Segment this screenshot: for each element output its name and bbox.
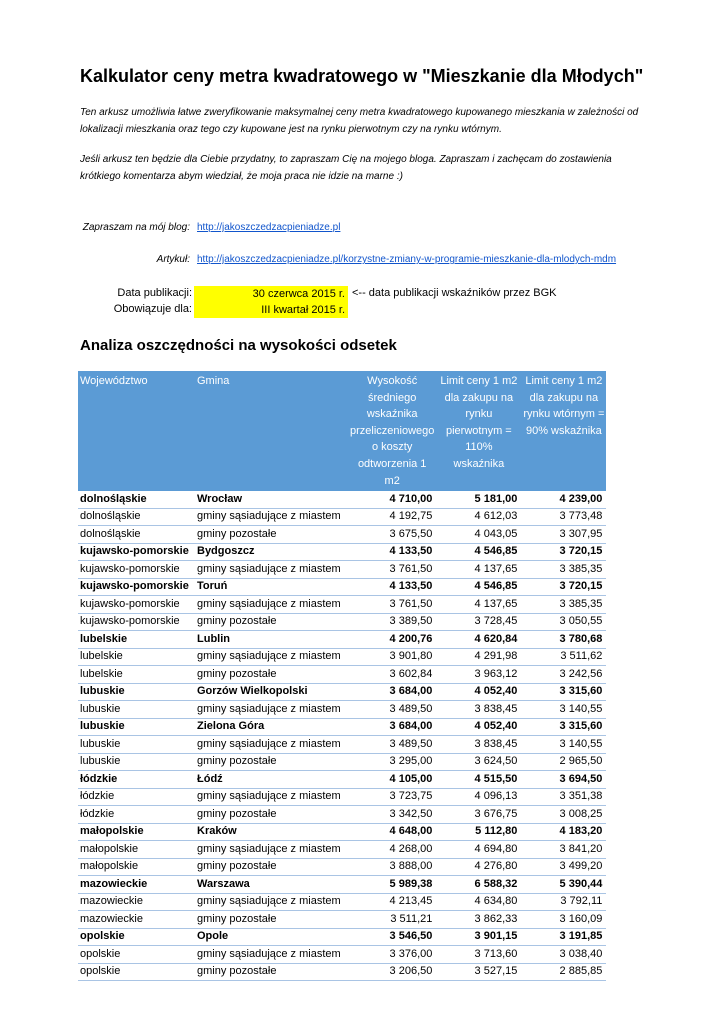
voivodeship-cell: lubuskie <box>78 718 195 736</box>
header-primary-market-limit: Limit ceny 1 m2 dla zakupu na rynku pierwotnym = 110% wskaźnika <box>436 371 521 491</box>
municipality-cell: gminy sąsiadujące z miastem <box>195 701 348 719</box>
secondary-limit-cell: 3 780,68 <box>521 631 606 649</box>
indicator-cell: 3 342,50 <box>348 806 436 824</box>
secondary-limit-cell: 3 841,20 <box>521 841 606 859</box>
indicator-cell: 3 684,00 <box>348 683 436 701</box>
municipality-cell: gminy pozostałe <box>195 858 348 876</box>
municipality-cell: Toruń <box>195 578 348 596</box>
secondary-limit-cell: 2 885,85 <box>521 963 606 981</box>
voivodeship-cell: kujawsko-pomorskie <box>78 613 195 631</box>
secondary-limit-cell: 3 140,55 <box>521 701 606 719</box>
voivodeship-cell: dolnośląskie <box>78 508 195 526</box>
municipality-cell: gminy pozostałe <box>195 911 348 929</box>
primary-limit-cell: 3 713,60 <box>436 946 521 964</box>
table-row <box>78 561 606 579</box>
indicator-cell: 3 761,50 <box>348 561 436 579</box>
municipality-cell: Kraków <box>195 823 348 841</box>
voivodeship-cell: lubuskie <box>78 753 195 771</box>
voivodeship-cell: lubelskie <box>78 648 195 666</box>
table-row <box>78 491 606 508</box>
secondary-limit-cell: 3 792,11 <box>521 893 606 911</box>
voivodeship-cell: mazowieckie <box>78 893 195 911</box>
page-title: Kalkulator ceny metra kwadratowego w "Mieszkanie dla Młodych" <box>80 66 644 86</box>
secondary-limit-cell: 3 720,15 <box>521 578 606 596</box>
voivodeship-cell: kujawsko-pomorskie <box>78 543 195 561</box>
voivodeship-cell: kujawsko-pomorskie <box>78 578 195 596</box>
voivodeship-cell: małopolskie <box>78 823 195 841</box>
voivodeship-cell: lubelskie <box>78 666 195 684</box>
table-row <box>78 876 606 894</box>
indicator-cell: 4 200,76 <box>348 631 436 649</box>
voivodeship-cell: opolskie <box>78 946 195 964</box>
municipality-cell: Wrocław <box>195 491 348 508</box>
table-row <box>78 753 606 771</box>
primary-limit-cell: 3 838,45 <box>436 701 521 719</box>
primary-limit-cell: 4 291,98 <box>436 648 521 666</box>
municipality-cell: gminy sąsiadujące z miastem <box>195 561 348 579</box>
voivodeship-cell: małopolskie <box>78 841 195 859</box>
secondary-limit-cell: 3 385,35 <box>521 596 606 614</box>
secondary-limit-cell: 3 720,15 <box>521 543 606 561</box>
municipality-cell: Opole <box>195 928 348 946</box>
secondary-limit-cell: 3 140,55 <box>521 736 606 754</box>
municipality-cell: gminy pozostałe <box>195 963 348 981</box>
table-row <box>78 788 606 806</box>
voivodeship-cell: lubuskie <box>78 736 195 754</box>
secondary-limit-cell: 3 307,95 <box>521 526 606 544</box>
secondary-limit-cell: 2 965,50 <box>521 753 606 771</box>
indicator-cell: 4 268,00 <box>348 841 436 859</box>
primary-limit-cell: 3 676,75 <box>436 806 521 824</box>
indicator-cell: 4 105,00 <box>348 771 436 789</box>
municipality-cell: gminy pozostałe <box>195 666 348 684</box>
secondary-limit-cell: 3 351,38 <box>521 788 606 806</box>
table-row <box>78 631 606 649</box>
article-link[interactable]: http://jakoszczedzacpieniadze.pl/korzystne-zmiany-w-programie-mieszkanie-dla-mlodych-mdm <box>197 254 617 265</box>
voivodeship-cell: mazowieckie <box>78 911 195 929</box>
section-title: Analiza oszczędności na wysokości odsetek <box>80 337 397 354</box>
secondary-limit-cell: 3 315,60 <box>521 683 606 701</box>
secondary-limit-cell: 4 239,00 <box>521 491 606 508</box>
primary-limit-cell: 3 963,12 <box>436 666 521 684</box>
table-row <box>78 911 606 929</box>
voivodeship-cell: dolnośląskie <box>78 491 195 508</box>
table-row <box>78 701 606 719</box>
primary-limit-cell: 4 515,50 <box>436 771 521 789</box>
indicator-cell: 3 489,50 <box>348 701 436 719</box>
primary-limit-cell: 3 862,33 <box>436 911 521 929</box>
primary-limit-cell: 4 634,80 <box>436 893 521 911</box>
indicator-cell: 3 546,50 <box>348 928 436 946</box>
primary-limit-cell: 3 901,15 <box>436 928 521 946</box>
secondary-limit-cell: 3 511,62 <box>521 648 606 666</box>
table-row <box>78 823 606 841</box>
indicator-cell: 3 901,80 <box>348 648 436 666</box>
indicator-cell: 4 133,50 <box>348 578 436 596</box>
secondary-limit-cell: 3 038,40 <box>521 946 606 964</box>
primary-limit-cell: 4 052,40 <box>436 683 521 701</box>
primary-limit-cell: 4 694,80 <box>436 841 521 859</box>
indicator-cell: 3 489,50 <box>348 736 436 754</box>
secondary-limit-cell: 3 191,85 <box>521 928 606 946</box>
secondary-limit-cell: 3 499,20 <box>521 858 606 876</box>
table-row <box>78 526 606 544</box>
table-header-row <box>78 371 606 491</box>
table-row <box>78 718 606 736</box>
secondary-limit-cell: 4 183,20 <box>521 823 606 841</box>
indicator-cell: 3 602,84 <box>348 666 436 684</box>
primary-limit-cell: 3 838,45 <box>436 736 521 754</box>
publication-date-label: Data publikacji: <box>117 287 192 299</box>
primary-limit-cell: 4 137,65 <box>436 596 521 614</box>
municipality-cell: gminy pozostałe <box>195 526 348 544</box>
municipality-cell: gminy sąsiadujące z miastem <box>195 508 348 526</box>
publication-date-value: 30 czerwca 2015 r. <box>194 286 348 302</box>
municipality-cell: Lublin <box>195 631 348 649</box>
municipality-cell: gminy sąsiadujące z miastem <box>195 841 348 859</box>
voivodeship-cell: małopolskie <box>78 858 195 876</box>
municipality-cell: Warszawa <box>195 876 348 894</box>
indicator-cell: 4 648,00 <box>348 823 436 841</box>
voivodeship-cell: łódzkie <box>78 788 195 806</box>
municipality-cell: gminy sąsiadujące z miastem <box>195 788 348 806</box>
voivodeship-cell: lubuskie <box>78 701 195 719</box>
indicator-cell: 3 684,00 <box>348 718 436 736</box>
primary-limit-cell: 4 546,85 <box>436 578 521 596</box>
municipality-cell: gminy sąsiadujące z miastem <box>195 736 348 754</box>
primary-limit-cell: 5 181,00 <box>436 491 521 508</box>
indicator-cell: 3 723,75 <box>348 788 436 806</box>
indicator-cell: 3 675,50 <box>348 526 436 544</box>
header-municipality: Gmina <box>195 371 348 491</box>
table-row <box>78 543 606 561</box>
primary-limit-cell: 5 112,80 <box>436 823 521 841</box>
table-row <box>78 928 606 946</box>
municipality-cell: gminy pozostałe <box>195 806 348 824</box>
publication-date-note: <-- data publikacji wskaźników przez BGK <box>352 287 557 299</box>
primary-limit-cell: 4 137,65 <box>436 561 521 579</box>
indicator-cell: 3 389,50 <box>348 613 436 631</box>
secondary-limit-cell: 3 050,55 <box>521 613 606 631</box>
municipality-cell: gminy pozostałe <box>195 753 348 771</box>
primary-limit-cell: 3 527,15 <box>436 963 521 981</box>
voivodeship-cell: lubelskie <box>78 631 195 649</box>
municipality-cell: Zielona Góra <box>195 718 348 736</box>
municipality-cell: gminy sąsiadujące z miastem <box>195 596 348 614</box>
table-row <box>78 893 606 911</box>
valid-for-label: Obowiązuje dla: <box>113 303 192 315</box>
table-row <box>78 578 606 596</box>
table-row <box>78 963 606 981</box>
indicator-cell: 3 761,50 <box>348 596 436 614</box>
indicator-cell: 4 710,00 <box>348 491 436 508</box>
voivodeship-cell: mazowieckie <box>78 876 195 894</box>
municipality-cell: gminy sąsiadujące z miastem <box>195 946 348 964</box>
indicator-cell: 3 376,00 <box>348 946 436 964</box>
primary-limit-cell: 4 276,80 <box>436 858 521 876</box>
municipality-cell: Gorzów Wielkopolski <box>195 683 348 701</box>
secondary-limit-cell: 3 315,60 <box>521 718 606 736</box>
municipality-cell: gminy sąsiadujące z miastem <box>195 648 348 666</box>
indicator-cell: 4 213,45 <box>348 893 436 911</box>
table-row <box>78 683 606 701</box>
table-row <box>78 666 606 684</box>
primary-limit-cell: 3 624,50 <box>436 753 521 771</box>
primary-limit-cell: 4 096,13 <box>436 788 521 806</box>
indicator-cell: 4 133,50 <box>348 543 436 561</box>
table-row <box>78 806 606 824</box>
indicator-cell: 3 888,00 <box>348 858 436 876</box>
intro-paragraph-2: Jeśli arkusz ten będzie dla Ciebie przydatny, to zapraszam Cię na mojego bloga. Zapraszam i zachęcam do zostawienia krótkiego komentarza abym wiedział, że moja praca nie idzie na marne :) <box>80 154 612 182</box>
secondary-limit-cell: 3 694,50 <box>521 771 606 789</box>
table-row <box>78 613 606 631</box>
primary-limit-cell: 3 728,45 <box>436 613 521 631</box>
secondary-limit-cell: 3 773,48 <box>521 508 606 526</box>
table-row <box>78 858 606 876</box>
indicator-cell: 3 511,21 <box>348 911 436 929</box>
primary-limit-cell: 4 043,05 <box>436 526 521 544</box>
header-secondary-market-limit: Limit ceny 1 m2 dla zakupu na rynku wtórnym = 90% wskaźnika <box>521 371 606 491</box>
municipality-cell: Bydgoszcz <box>195 543 348 561</box>
municipality-cell: gminy pozostałe <box>195 613 348 631</box>
primary-limit-cell: 4 620,84 <box>436 631 521 649</box>
table-row <box>78 771 606 789</box>
header-voivodeship: Województwo <box>78 371 195 491</box>
secondary-limit-cell: 3 242,56 <box>521 666 606 684</box>
valid-for-value: III kwartał 2015 r. <box>194 302 348 318</box>
voivodeship-cell: kujawsko-pomorskie <box>78 561 195 579</box>
secondary-limit-cell: 3 008,25 <box>521 806 606 824</box>
indicator-cell: 5 989,38 <box>348 876 436 894</box>
table-row <box>78 946 606 964</box>
article-label: Artykuł: <box>156 254 190 265</box>
voivodeship-cell: lubuskie <box>78 683 195 701</box>
table-row <box>78 648 606 666</box>
primary-limit-cell: 6 588,32 <box>436 876 521 894</box>
table-row <box>78 596 606 614</box>
secondary-limit-cell: 5 390,44 <box>521 876 606 894</box>
intro-paragraph-1: Ten arkusz umożliwia łatwe zweryfikowanie maksymalnej ceny metra kwadratowego kupowanego mieszkania w zależności od lokalizacji mieszkania oraz tego czy kupowane jest na rynku pierwotnym czy na rynku wtórnym. <box>80 107 639 135</box>
table-row <box>78 736 606 754</box>
primary-limit-cell: 4 052,40 <box>436 718 521 736</box>
blog-link[interactable]: http://jakoszczedzacpieniadze.pl <box>197 222 341 233</box>
primary-limit-cell: 4 612,03 <box>436 508 521 526</box>
indicator-cell: 4 192,75 <box>348 508 436 526</box>
secondary-limit-cell: 3 385,35 <box>521 561 606 579</box>
municipality-cell: gminy sąsiadujące z miastem <box>195 893 348 911</box>
voivodeship-cell: kujawsko-pomorskie <box>78 596 195 614</box>
municipality-cell: Łódź <box>195 771 348 789</box>
price-limits-table <box>78 371 606 981</box>
blog-label: Zapraszam na mój blog: <box>82 222 190 233</box>
header-average-indicator: Wysokość średniego wskaźnika przeliczeniowego o koszty odtworzenia 1 m2 <box>348 371 436 491</box>
voivodeship-cell: łódzkie <box>78 771 195 789</box>
table-row <box>78 841 606 859</box>
voivodeship-cell: dolnośląskie <box>78 526 195 544</box>
voivodeship-cell: opolskie <box>78 928 195 946</box>
indicator-cell: 3 206,50 <box>348 963 436 981</box>
primary-limit-cell: 4 546,85 <box>436 543 521 561</box>
secondary-limit-cell: 3 160,09 <box>521 911 606 929</box>
voivodeship-cell: łódzkie <box>78 806 195 824</box>
table-row <box>78 508 606 526</box>
indicator-cell: 3 295,00 <box>348 753 436 771</box>
voivodeship-cell: opolskie <box>78 963 195 981</box>
